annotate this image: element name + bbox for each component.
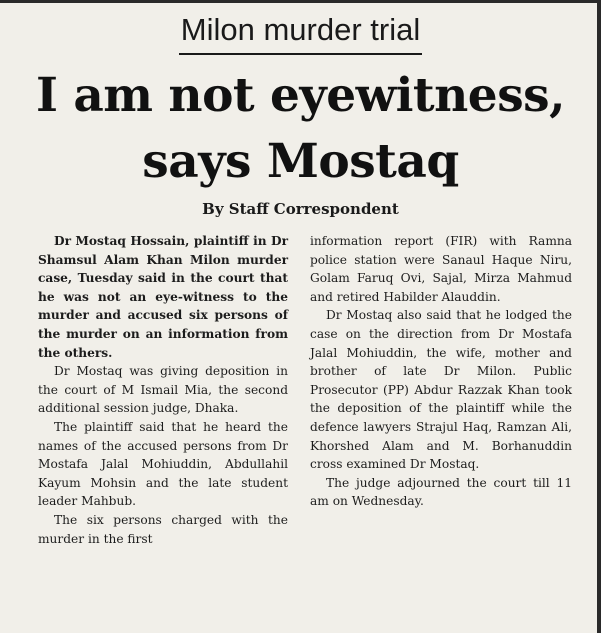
- article-column-right: [310, 232, 572, 511]
- body-paragraph: Dr Mostaq also said that he lodged the case on the direction from Dr Mostafa Jalal Mohiuddin, the wife, mother and brother of late Dr Milon. Public Prosecutor (PP) Abdur Razzak Khan took the deposition of the plaintiff while the defence lawyers Strajul Haq, Ramzan Ali, Khorshed Alam and M. Borhanuddin cross examined Dr Mostaq.: [310, 308, 572, 472]
- byline: By Staff Correspondent: [202, 200, 399, 218]
- headline-line-1: I am not eyewitness,: [36, 68, 565, 123]
- body-paragraph-continued: information report (FIR) with Ramna police station were Sanaul Haque Niru, Golam Faruq Ovi, Sajal, Mirza Mahmud and retired Habilder Alauddin.: [310, 234, 572, 304]
- article-column-left: [38, 232, 288, 548]
- body-paragraph: The judge adjourned the court till 11 am on Wednesday.: [310, 475, 572, 509]
- kicker-text: Milon murder trial: [179, 10, 422, 55]
- clipping-top-edge: [0, 0, 601, 3]
- body-paragraph: The six persons charged with the murder in the first: [38, 512, 288, 546]
- headline-line-2: says Mostaq: [142, 134, 459, 189]
- body-paragraph: Dr Mostaq was giving deposition in the court of M Ismail Mia, the second additional session judge, Dhaka.: [38, 364, 288, 416]
- kicker-heading: [0, 10, 601, 55]
- lead-paragraph: Dr Mostaq Hossain, plaintiff in Dr Shamsul Alam Khan Milon murder case, Tuesday said in the court that he was not an eye-witness to the murder and accused six persons of the murder on an information from the others.: [38, 234, 288, 360]
- body-paragraph: The plaintiff said that he heard the names of the accused persons from Dr Mostafa Jalal Mohiuddin, Abdullahil Kayum Mohsin and the late student leader Mahbub.: [38, 419, 288, 509]
